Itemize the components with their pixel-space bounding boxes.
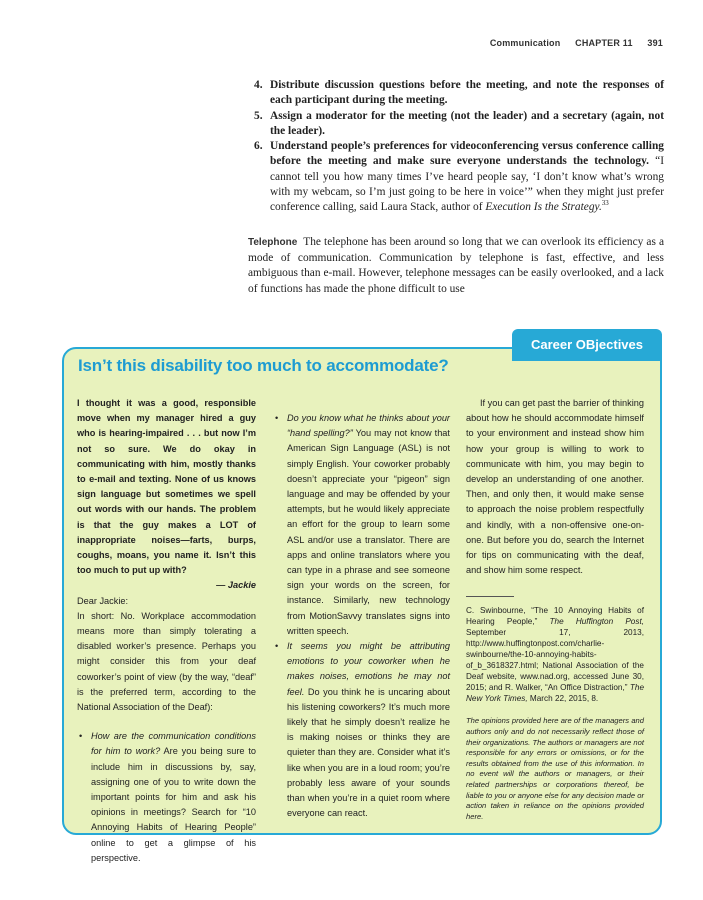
- list-item: 5. Assign a moderator for the meeting (not the leader) and a secretary (again, not the leader).: [254, 109, 664, 137]
- running-header: [478, 38, 663, 48]
- disclaimer: The opinions provided here are of the managers and authors only and do not necessarily reflect those of their organizations. The authors or managers are not responsible for any errors or omissions, or for the results obtained from the use of this information. In no event will the authors or managers, or their related partnerships or corporations thereof, be liable to you or anyone else for any decision made or action taken in reliance on the opinions provided here.: [466, 716, 644, 821]
- career-objectives-tab: Career OBjectives: [512, 329, 662, 361]
- source-reference: C. Swinbourne, “The 10 Annoying Habits of Hearing People,” The Huffington Post, September 17, 2013, http://www.huffingtonpost.com/charlie-swinbourne/the-10-annoying-habits-of_b_3618327.html; National Association of the Deaf website, www.nad.org, accessed June 30, 2015; and R. Walker, “An Office Distraction,” The New York Times, March 22, 2015, 8.: [466, 606, 644, 704]
- footnote-rule: [466, 596, 514, 597]
- answer-intro: In short: No. Workplace accommodation means more than simply tolerating a disabled worker’s presence. Perhaps you might consider this from your deaf coworker’s point of view (by the way, “deaf” is the preferred term, according to the National Association of the Deaf):: [77, 610, 256, 713]
- telephone-heading: Telephone: [248, 237, 298, 248]
- telephone-paragraph: Telephone The telephone has been around so long that we can overlook its efficiency as a mode of communication. Communication by telephone is fast, effective, and less ambiguous than e-mail. However, telephone messages can be easily overlooked, and a lack of functions has made the phone difficult to use: [248, 236, 664, 295]
- page-number: 391: [647, 38, 663, 48]
- meeting-tips-list: [248, 78, 664, 216]
- header-section: Communication: [489, 38, 561, 48]
- bullet-item: • Do you know what he thinks about your “hand spelling?” You may not know that American Sign Language (ASL) is not simply English. Your coworker probably doesn’t appreciate your “pigeon” sign language and may be offended by your attempts, but he would likely appreciate an effort for the group to learn some ASL and/or use a translator. There are apps and online translators where you can type in a phrase and see someone sign your words on the screen, for instance. Similarly, new technology from MotionSavvy translates signs into written speech.: [275, 413, 450, 636]
- closing-paragraph: If you can get past the barrier of thinking about how he should accommodate himself to your environment and instead show him how your group is willing to work to communicate with him, you may begin to develop an understanding of one another. Then, and only then, it would make sense to approach the noise problem respectfully and kindly, with a non-offensive one-on-one. But before you do, search the Internet for tips on communicating with the deaf, and show him some respect.: [466, 398, 644, 576]
- question-signature: — Jackie: [216, 580, 256, 591]
- salutation: Dear Jackie:: [77, 595, 129, 606]
- list-item: 6. Understand people’s preferences for videoconferencing versus conference calling before the meeting and make sure everyone understands the technology. “I cannot tell you how many times I’ve heard people say, ‘I don’t know what’s wrong with my webcam, so I’m just going to be here in voice’” when they might just prefer conference calling, said Laura Stack, author of Execution Is the Strategy.$^{33}$: [254, 140, 664, 214]
- header-chapter: CHAPTER 11: [575, 38, 633, 48]
- box-column-1: [77, 396, 256, 866]
- box-title: Isn’t this disability too much to accommodate?: [78, 356, 449, 375]
- box-column-2: [273, 396, 450, 821]
- list-item: 4. Distribute discussion questions before the meeting, and note the responses of each participant during the meeting.: [254, 79, 664, 107]
- reader-question: I thought it was a good, responsible move when my manager hired a guy who is hearing-impaired . . . but now I’m not so sure. We do okay in communicating with him, mostly thanks to e-mail and texting. None of us knows sign language but sometimes we spell out words with our hands. The problem is that the guy makes a LOT of inappropriate noises—farts, burps, coughs, moans, you name it. Isn’t this too much to put up with?: [77, 398, 256, 576]
- footnote-marker: 33: [601, 199, 609, 208]
- box-column-3: [466, 396, 644, 822]
- bullet-item: • It seems you might be attributing emotions to your coworker when he makes noises, emotions he may not feel. Do you think he is uncaring about his listening coworkers? It’s much more likely that he simply doesn’t realize he is making noises or thinks they are quieter than they are. Consider what it’s like when you are in a loud room; you’re probably less aware of your sounds than when you’re in a quiet room where everyone can react.: [275, 641, 450, 819]
- bullet-item: • How are the communication conditions for him to work? Are you being sure to include him in discussions by, say, assigning one of you to write down the important points for him and ask his opinions in meetings? Search for “10 Annoying Habits of Hearing People” online to get a glimpse of his perspective.: [79, 731, 256, 863]
- book-title: Execution Is the Strategy.: [485, 201, 602, 214]
